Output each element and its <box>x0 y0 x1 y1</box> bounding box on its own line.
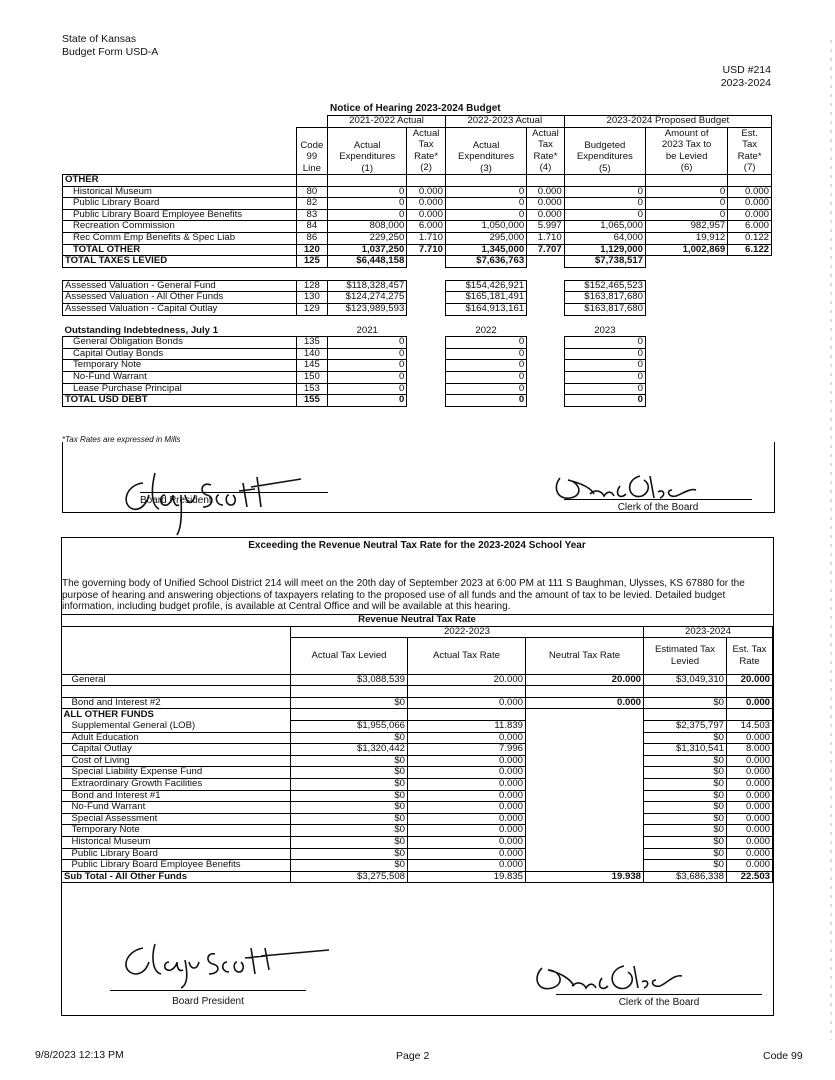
footer-datetime: 9/8/2023 12:13 PM <box>35 1049 124 1061</box>
president-label-1: Board President <box>140 492 328 506</box>
debt-row: Lease Purchase Principal 153 0 0 0 <box>63 383 772 395</box>
valuation-row: Assessed Valuation - Capital Outlay 129 $123,989,593 $164,913,161 $163,817,680 <box>63 304 772 316</box>
scan-edge <box>825 0 835 1080</box>
notice-title: Notice of Hearing 2023-2024 Budget <box>330 103 501 114</box>
total-debt-row: TOTAL USD DEBT 155 0 0 0 <box>63 395 772 407</box>
rnr-year1: 2022-2023 <box>291 626 644 638</box>
debt-row: General Obligation Bonds 135 0 0 0 <box>63 337 772 349</box>
other-row: Historical Museum 80 0 0.000 0 0.000 0 0 0.000 <box>63 186 772 198</box>
footnote: *Tax Rates are expressed in Mills <box>62 435 181 444</box>
col4-header: Actual Tax Rate* (4) <box>527 127 565 175</box>
section-other: OTHER <box>63 175 297 187</box>
col1-header: Actual Expenditures (1) <box>328 127 407 175</box>
rnr-fund-row: Special Liability Expense Fund $0 0.000 $0 0.000 <box>62 767 773 779</box>
rnr-fund-row: Public Library Board Employee Benefits $0 0.000 $0 0.000 <box>62 860 773 872</box>
total-taxes-row: TOTAL TAXES LEVIED 125 $6,448,158 $7,636,763 $7,738,517 <box>63 256 772 268</box>
rnr-fund-row: Special Assessment $0 0.000 $0 0.000 <box>62 813 773 825</box>
rnr-fund-row: No-Fund Warrant $0 0.000 $0 0.000 <box>62 802 773 814</box>
col7-header: Est. Tax Rate* (7) <box>728 127 772 175</box>
rnr-subtotal-row: Sub Total - All Other Funds $3,275,508 19.835 19.938 $3,686,338 22.503 <box>62 871 773 883</box>
state-label: State of Kansas <box>62 33 137 45</box>
rnr-year2: 2023-2024 <box>644 626 773 638</box>
clerk-label-2: Clerk of the Board <box>556 994 762 1008</box>
group-2021: 2021-2022 Actual <box>328 116 446 128</box>
rnr-header-row: Actual Tax Levied Actual Tax Rate Neutral Tax Rate Estimated Tax Levied Est. Tax Rate <box>62 638 773 675</box>
debt-title: Outstanding Indebtedness, July 1 <box>64 324 219 336</box>
group-2023: 2023-2024 Proposed Budget <box>564 116 771 128</box>
valuation-row: Assessed Valuation - All Other Funds 130 $124,274,275 $165,181,491 $163,817,680 <box>63 292 772 304</box>
col-code-header: Code 99 Line <box>296 127 327 175</box>
notice-header-row <box>63 127 772 175</box>
rnr-fund-row: Cost of Living $0 0.000 $0 0.000 <box>62 755 773 767</box>
debt-year-2022: 2022 <box>475 324 497 336</box>
other-row: Public Library Board Employee Benefits 83 0 0.000 0 0.000 0 0 0.000 <box>63 209 772 221</box>
col3-header: Actual Expenditures (3) <box>445 127 526 175</box>
clerk-label-1: Clerk of the Board <box>564 499 752 513</box>
rnr-title: Exceeding the Revenue Neutral Tax Rate for the 2023-2024 School Year <box>248 540 586 551</box>
rnr-fund-row: Public Library Board $0 0.000 $0 0.000 <box>62 848 773 860</box>
col6-header: Amount of 2023 Tax to be Levied (6) <box>645 127 727 175</box>
header-left <box>62 33 158 59</box>
col5-header: Budgeted Expenditures (5) <box>564 127 645 175</box>
debt-row: No-Fund Warrant 150 0 0 0 <box>63 372 772 384</box>
rnr-fund-row: Bond and Interest #1 $0 0.000 $0 0.000 <box>62 790 773 802</box>
valuation-row: Assessed Valuation - General Fund 128 $118,328,457 $154,426,921 $152,465,523 <box>63 280 772 292</box>
other-row: Rec Comm Emp Benefits & Spec Liab 86 229,250 1.710 295,000 1.710 64,000 19,912 0.122 <box>63 233 772 245</box>
rnr-fund-row: Extraordinary Growth Facilities $0 0.000 $0 0.000 <box>62 779 773 791</box>
rnr-bond2-row: Bond and Interest #2 $0 0.000 0.000 $0 0.000 <box>62 697 773 709</box>
form-label: Budget Form USD-A <box>62 46 159 58</box>
clerk-signature-2 <box>530 958 690 998</box>
footer-code: Code 99 <box>763 1050 803 1062</box>
notice-table <box>62 115 772 407</box>
header-right <box>721 64 771 90</box>
debt-year-2021: 2021 <box>356 324 378 336</box>
debt-year-2023: 2023 <box>594 324 616 336</box>
rnr-general-row: General $3,088,539 20.000 20.000 $3,049,310 20.000 <box>62 674 773 686</box>
col2-header: Actual Tax Rate* (2) <box>407 127 446 175</box>
footer-page: Page 2 <box>396 1050 430 1062</box>
rnr-table-title: Revenue Neutral Tax Rate <box>62 615 773 627</box>
president-signature-2 <box>115 940 335 990</box>
debt-row: Temporary Note 145 0 0 0 <box>63 360 772 372</box>
rnr-table <box>61 614 773 883</box>
other-row: Recreation Commission 84 808,000 6.000 1,050,000 5.997 1,065,000 982,957 6.000 <box>63 221 772 233</box>
rnr-fund-row: Supplemental General (LOB) $1,955,066 11.839 $2,375,797 14.503 <box>62 721 773 733</box>
debt-row: Capital Outlay Bonds 140 0 0 0 <box>63 348 772 360</box>
rnr-fund-row: Capital Outlay $1,320,442 7.996 $1,310,541 8.000 <box>62 744 773 756</box>
rnr-fund-row: Temporary Note $0 0.000 $0 0.000 <box>62 825 773 837</box>
rnr-fund-row: Historical Museum $0 0.000 $0 0.000 <box>62 837 773 849</box>
all-other-funds-title: ALL OTHER FUNDS <box>63 708 154 720</box>
other-row: Public Library Board 82 0 0.000 0 0.000 0 0 0.000 <box>63 198 772 210</box>
usd-label: USD #214 <box>722 64 771 76</box>
year-label: 2023-2024 <box>720 77 771 89</box>
president-label-2: Board President <box>110 990 306 1007</box>
total-other-row: TOTAL OTHER 120 1,037,250 7.710 1,345,000 7.707 1,129,000 1,002,869 6.122 <box>63 244 772 256</box>
rnr-fund-row: Adult Education $0 0.000 $0 0.000 <box>62 732 773 744</box>
rnr-paragraph: The governing body of Unified School District 214 will meet on the 20th day of September 2023 at 6:00 PM at 111 S Baughman, Ulysses, KS 67880 for the purpose of hearing and answering objections of taxpayers relating to the proposed use of all funds and the amount of tax to be levied. Detailed budget information, including budget profile, is available at Central Office and will be available at this hearing. <box>62 578 745 613</box>
group-2022: 2022-2023 Actual <box>445 116 564 128</box>
